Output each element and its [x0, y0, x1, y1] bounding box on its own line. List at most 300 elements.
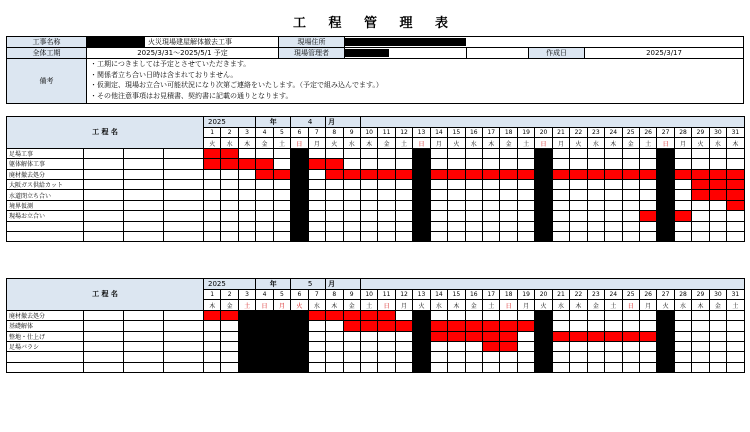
scheduled-day-cell [483, 331, 500, 341]
day-cell [221, 352, 238, 362]
scheduled-day-cell [204, 159, 221, 169]
scheduled-day-cell [378, 321, 395, 331]
day-number: 18 [500, 290, 517, 300]
day-cell [587, 179, 604, 189]
day-cell [378, 231, 395, 241]
day-cell [483, 352, 500, 362]
project-name-value: 火災現場建屋解体撤去工事 [145, 37, 279, 48]
closed-day-cell [256, 331, 273, 341]
closed-day-cell [273, 331, 290, 341]
day-number: 17 [483, 290, 500, 300]
day-cell [570, 341, 587, 351]
day-cell [430, 148, 447, 158]
day-cell [308, 190, 325, 200]
day-cell [221, 179, 238, 189]
closed-day-cell [256, 362, 273, 372]
day-cell [692, 211, 709, 221]
day-cell [692, 362, 709, 372]
day-cell [360, 148, 377, 158]
day-number: 14 [430, 290, 447, 300]
day-cell [204, 221, 221, 231]
day-cell [221, 200, 238, 210]
closed-day-cell [657, 341, 674, 351]
day-cell [448, 231, 465, 241]
scheduled-day-cell [465, 169, 482, 179]
scheduled-day-cell [727, 190, 745, 200]
day-cell [570, 310, 587, 320]
closed-day-cell [273, 341, 290, 351]
day-number: 5 [273, 290, 290, 300]
period-value: 2025/3/31～2025/5/1 予定 [87, 48, 279, 59]
day-cell [500, 352, 517, 362]
day-number: 21 [552, 290, 569, 300]
weekday: 月 [517, 300, 534, 310]
day-cell [378, 179, 395, 189]
closed-day-cell [657, 331, 674, 341]
day-cell [552, 211, 569, 221]
day-cell [674, 310, 691, 320]
day-cell [709, 331, 726, 341]
day-cell [395, 148, 412, 158]
day-cell [709, 159, 726, 169]
day-cell [221, 231, 238, 241]
scheduled-day-cell [430, 169, 447, 179]
scheduled-day-cell [378, 169, 395, 179]
day-number: 19 [517, 128, 534, 138]
closed-day-cell [413, 211, 430, 221]
day-cell [256, 231, 273, 241]
task-name: 足場工事 [7, 148, 84, 158]
day-cell [552, 200, 569, 210]
scheduled-day-cell [552, 169, 569, 179]
weekday: 木 [360, 138, 377, 148]
day-cell [256, 148, 273, 158]
day-number: 12 [395, 128, 412, 138]
closed-day-cell [256, 310, 273, 320]
day-cell [674, 231, 691, 241]
closed-day-cell [238, 321, 255, 331]
day-cell [238, 148, 255, 158]
weekday: 火 [291, 300, 308, 310]
scheduled-day-cell [360, 169, 377, 179]
task-name: 足場バラシ [7, 341, 84, 351]
day-cell [448, 362, 465, 372]
day-cell [465, 159, 482, 169]
day-cell [395, 179, 412, 189]
closed-day-cell [291, 362, 308, 372]
weekday: 日 [378, 300, 395, 310]
project-name-redacted [87, 37, 145, 48]
day-cell [483, 159, 500, 169]
scheduled-day-cell [273, 169, 290, 179]
day-cell [727, 211, 745, 221]
scheduled-day-cell [570, 331, 587, 341]
closed-day-cell [657, 321, 674, 331]
scheduled-day-cell [448, 331, 465, 341]
day-cell [587, 321, 604, 331]
day-cell [221, 362, 238, 372]
day-cell [552, 231, 569, 241]
day-cell [448, 341, 465, 351]
weekday: 金 [622, 138, 639, 148]
day-cell [622, 352, 639, 362]
day-cell [483, 231, 500, 241]
scheduled-day-cell [622, 331, 639, 341]
day-cell [448, 179, 465, 189]
day-cell [360, 190, 377, 200]
closed-day-cell [413, 169, 430, 179]
day-cell [343, 221, 360, 231]
closed-day-cell [535, 231, 552, 241]
weekday: 月 [273, 300, 290, 310]
scheduled-day-cell [709, 190, 726, 200]
closed-day-cell [256, 352, 273, 362]
day-cell [273, 148, 290, 158]
scheduled-day-cell [308, 159, 325, 169]
day-number: 14 [430, 128, 447, 138]
day-cell [465, 310, 482, 320]
task-row [7, 341, 745, 351]
day-cell [308, 148, 325, 158]
closed-day-cell [256, 321, 273, 331]
process-name-header: 工 程 名 [7, 117, 204, 149]
task-name: 躯体解体工事 [7, 159, 84, 169]
scheduled-day-cell [517, 169, 534, 179]
day-cell [221, 321, 238, 331]
day-number: 24 [605, 128, 622, 138]
weekday: 木 [238, 138, 255, 148]
remark-line: ・関係者立ち合い日時は含まれておりません。 [90, 70, 238, 79]
day-cell [605, 179, 622, 189]
day-cell [483, 211, 500, 221]
day-cell [709, 211, 726, 221]
day-cell [674, 179, 691, 189]
day-cell [360, 352, 377, 362]
closed-day-cell [413, 159, 430, 169]
weekday: 土 [360, 300, 377, 310]
day-cell [256, 211, 273, 221]
day-cell [639, 148, 656, 158]
day-cell [395, 211, 412, 221]
scheduled-day-cell [204, 310, 221, 320]
day-cell [622, 190, 639, 200]
day-cell [727, 310, 745, 320]
day-number: 3 [238, 290, 255, 300]
weekday: 土 [727, 300, 745, 310]
task-row [7, 352, 745, 362]
day-cell [674, 148, 691, 158]
weekday: 月 [639, 300, 656, 310]
day-cell [709, 200, 726, 210]
scheduled-day-cell [727, 169, 745, 179]
closed-day-cell [413, 341, 430, 351]
closed-day-cell [413, 221, 430, 231]
day-cell [465, 231, 482, 241]
closed-day-cell [535, 362, 552, 372]
day-cell [204, 362, 221, 372]
closed-day-cell [657, 221, 674, 231]
day-number: 18 [500, 128, 517, 138]
day-cell [570, 190, 587, 200]
day-cell [552, 190, 569, 200]
created-date-value: 2025/3/17 [585, 48, 744, 59]
day-cell [308, 341, 325, 351]
day-cell [552, 341, 569, 351]
day-cell [517, 362, 534, 372]
closed-day-cell [413, 321, 430, 331]
task-name [7, 221, 84, 231]
day-number: 16 [465, 290, 482, 300]
scheduled-day-cell [326, 159, 343, 169]
closed-day-cell [535, 159, 552, 169]
day-number: 13 [413, 128, 430, 138]
day-cell [622, 179, 639, 189]
task-name: 基礎解体 [7, 321, 84, 331]
weekday: 月 [552, 138, 569, 148]
month-unit: 月 [326, 117, 361, 128]
closed-day-cell [291, 200, 308, 210]
day-cell [221, 221, 238, 231]
day-number: 22 [570, 290, 587, 300]
day-cell [343, 190, 360, 200]
closed-day-cell [535, 221, 552, 231]
day-cell [256, 221, 273, 231]
day-cell [378, 341, 395, 351]
scheduled-day-cell [343, 169, 360, 179]
scheduled-day-cell [674, 211, 691, 221]
task-name: 水道閉立ち合い [7, 190, 84, 200]
scheduled-day-cell [517, 321, 534, 331]
closed-day-cell [291, 221, 308, 231]
day-cell [570, 179, 587, 189]
day-cell [605, 148, 622, 158]
day-cell [639, 352, 656, 362]
closed-day-cell [535, 179, 552, 189]
day-cell [727, 341, 745, 351]
day-cell [570, 211, 587, 221]
closed-day-cell [535, 200, 552, 210]
day-cell [709, 352, 726, 362]
day-cell [605, 221, 622, 231]
day-cell [343, 362, 360, 372]
day-cell [378, 159, 395, 169]
day-cell [343, 331, 360, 341]
closed-day-cell [291, 331, 308, 341]
site-address-value [345, 37, 744, 48]
day-cell [587, 200, 604, 210]
closed-day-cell [535, 169, 552, 179]
day-cell [517, 352, 534, 362]
closed-day-cell [291, 310, 308, 320]
day-cell [709, 310, 726, 320]
task-name: 整地・仕上げ [7, 331, 84, 341]
weekday: 日 [622, 300, 639, 310]
day-cell [552, 352, 569, 362]
weekday: 日 [657, 138, 674, 148]
day-cell [587, 231, 604, 241]
day-cell [430, 179, 447, 189]
day-cell [395, 341, 412, 351]
day-cell [360, 159, 377, 169]
day-cell [517, 231, 534, 241]
manager-label: 現場管理者 [279, 48, 345, 59]
task-row [7, 331, 745, 341]
closed-day-cell [291, 169, 308, 179]
weekday: 火 [413, 300, 430, 310]
day-cell [360, 362, 377, 372]
day-cell [465, 341, 482, 351]
day-number: 24 [605, 290, 622, 300]
day-number: 29 [692, 290, 709, 300]
day-cell [692, 321, 709, 331]
day-cell [483, 179, 500, 189]
weekday: 土 [395, 138, 412, 148]
day-number: 17 [483, 128, 500, 138]
day-cell [552, 159, 569, 169]
day-cell [500, 231, 517, 241]
day-cell [692, 331, 709, 341]
scheduled-day-cell [570, 169, 587, 179]
month-unit: 月 [326, 279, 361, 290]
day-cell [308, 231, 325, 241]
weekday: 木 [204, 300, 221, 310]
scheduled-day-cell [639, 331, 656, 341]
day-cell [238, 169, 255, 179]
day-number: 25 [622, 290, 639, 300]
day-cell [674, 200, 691, 210]
day-cell [639, 310, 656, 320]
task-name: 廃材撤去処分 [7, 169, 84, 179]
day-cell [256, 200, 273, 210]
day-cell [517, 179, 534, 189]
scheduled-day-cell [221, 310, 238, 320]
year-value: 2025 [204, 117, 256, 128]
page-title: 工 程 管 理 表 [292, 16, 458, 31]
closed-day-cell [291, 231, 308, 241]
day-cell [360, 231, 377, 241]
day-cell [727, 331, 745, 341]
day-cell [674, 331, 691, 341]
day-cell [570, 362, 587, 372]
day-cell [622, 362, 639, 372]
day-cell [605, 190, 622, 200]
day-cell [326, 321, 343, 331]
day-cell [256, 190, 273, 200]
day-cell [709, 221, 726, 231]
day-cell [570, 200, 587, 210]
day-cell [674, 341, 691, 351]
weekday: 金 [587, 300, 604, 310]
scheduled-day-cell [430, 331, 447, 341]
day-cell [552, 362, 569, 372]
day-cell [500, 362, 517, 372]
day-cell [204, 352, 221, 362]
header-table [6, 36, 744, 104]
day-number: 15 [448, 128, 465, 138]
day-cell [448, 211, 465, 221]
day-number: 23 [587, 128, 604, 138]
day-cell [727, 321, 745, 331]
weekday: 水 [709, 138, 726, 148]
day-cell [308, 331, 325, 341]
day-cell [500, 221, 517, 231]
process-name-header: 工 程 名 [7, 279, 204, 311]
day-cell [500, 190, 517, 200]
weekday: 土 [639, 138, 656, 148]
closed-day-cell [413, 179, 430, 189]
scheduled-day-cell [448, 169, 465, 179]
closed-day-cell [413, 352, 430, 362]
closed-day-cell [657, 190, 674, 200]
day-cell [308, 352, 325, 362]
day-cell [483, 221, 500, 231]
day-cell [378, 200, 395, 210]
day-number: 10 [360, 128, 377, 138]
day-cell [639, 221, 656, 231]
day-number: 19 [517, 290, 534, 300]
closed-day-cell [291, 159, 308, 169]
site-address-label: 現場住所 [279, 37, 345, 48]
day-cell [378, 362, 395, 372]
weekday: 火 [570, 138, 587, 148]
day-cell [430, 159, 447, 169]
day-cell [360, 179, 377, 189]
day-cell [465, 179, 482, 189]
scheduled-day-cell [343, 321, 360, 331]
day-number: 30 [709, 290, 726, 300]
day-cell [448, 159, 465, 169]
day-cell [587, 362, 604, 372]
task-name: 現場お立合い [7, 211, 84, 221]
day-cell [378, 211, 395, 221]
day-cell [221, 169, 238, 179]
scheduled-day-cell [483, 169, 500, 179]
day-cell [273, 200, 290, 210]
weekday: 金 [465, 300, 482, 310]
day-cell [448, 148, 465, 158]
day-cell [360, 341, 377, 351]
scheduled-day-cell [727, 200, 745, 210]
day-cell [622, 310, 639, 320]
day-cell [622, 321, 639, 331]
day-cell [326, 331, 343, 341]
scheduled-day-cell [395, 169, 412, 179]
day-cell [430, 341, 447, 351]
weekday: 土 [483, 300, 500, 310]
day-cell [570, 148, 587, 158]
day-cell [622, 341, 639, 351]
day-cell [273, 179, 290, 189]
day-number: 27 [657, 290, 674, 300]
scheduled-day-cell [343, 310, 360, 320]
weekday: 月 [308, 138, 325, 148]
day-cell [552, 148, 569, 158]
closed-day-cell [657, 179, 674, 189]
scheduled-day-cell [605, 331, 622, 341]
day-cell [395, 362, 412, 372]
closed-day-cell [413, 310, 430, 320]
day-cell [308, 211, 325, 221]
closed-day-cell [535, 331, 552, 341]
scheduled-day-cell [430, 321, 447, 331]
day-cell [395, 310, 412, 320]
day-cell [430, 362, 447, 372]
weekday: 金 [500, 138, 517, 148]
weekday: 日 [413, 138, 430, 148]
scheduled-day-cell [692, 169, 709, 179]
day-cell [465, 211, 482, 221]
day-cell [430, 310, 447, 320]
